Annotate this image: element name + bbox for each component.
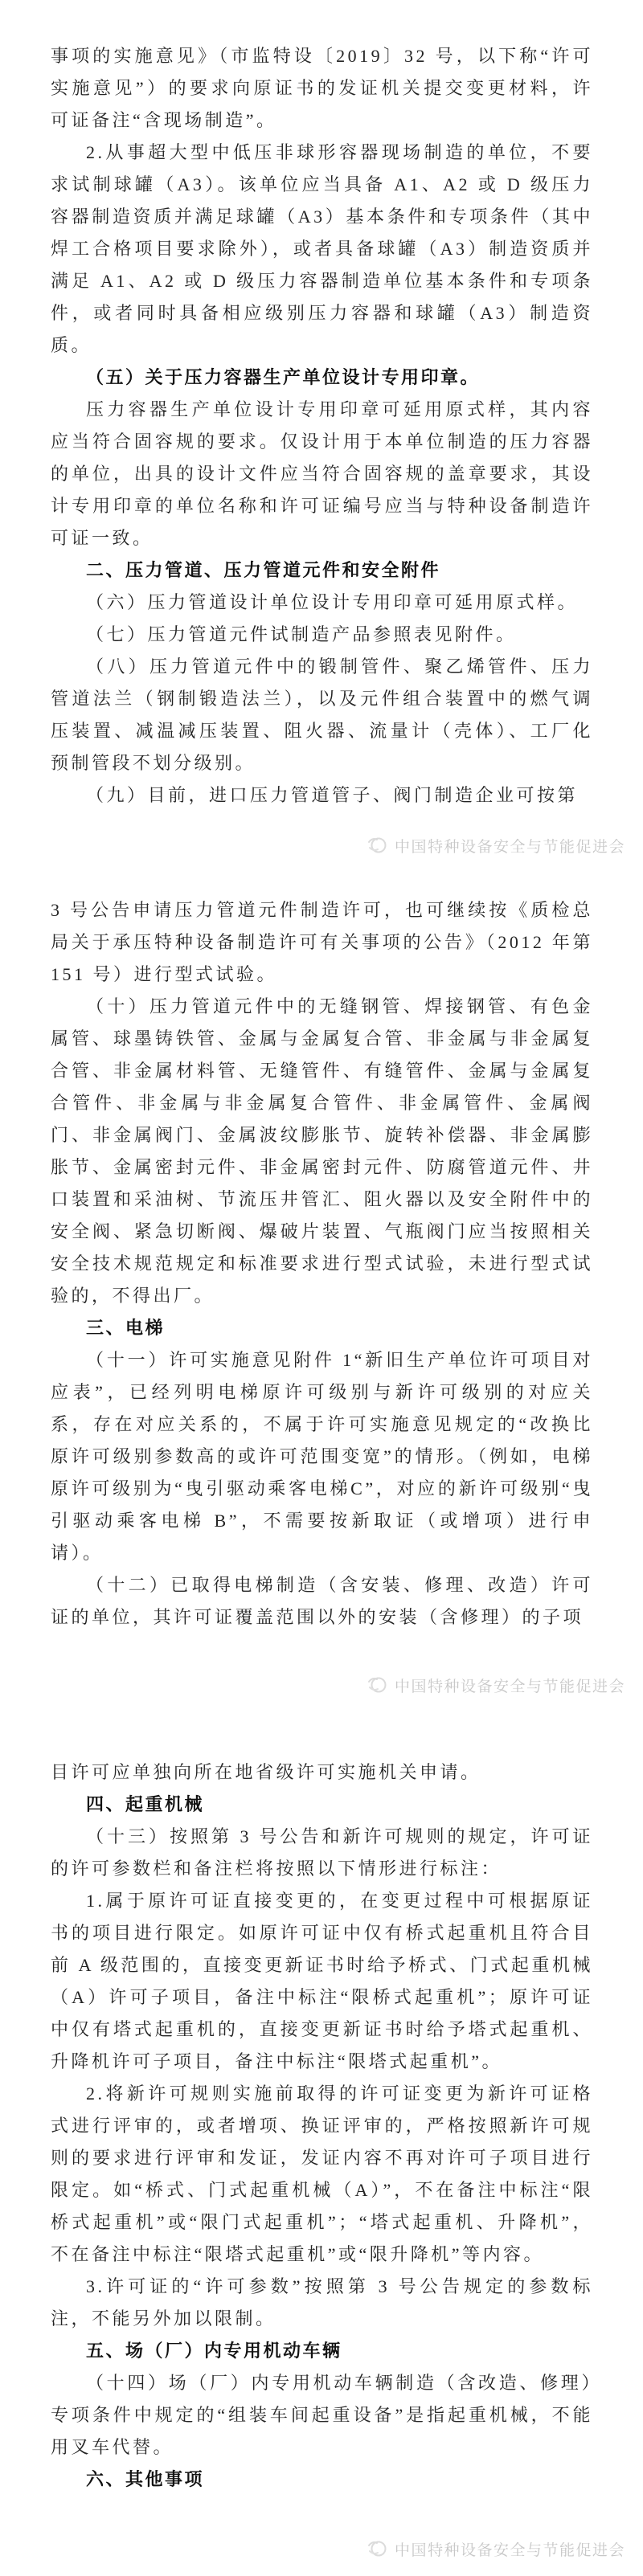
association-logo-icon xyxy=(367,1674,389,1696)
paragraph: （十一）许可实施意见附件 1“新旧生产单位许可项目对应表”，已经列明电梯原许可级别与新许可级别的对应关系，存在对应关系的，不属于许可实施意见规定的“改换比原许可级别参数高的或许可范围变宽”的情形。（例如，电梯原许可级别为“曳引驱动乘客电梯C”，对应的新许可级别“曳引驱动乘客电梯 B”，不需要按新取证（或增项）进行申请）。 xyxy=(51,1350,593,1563)
watermark-text: 中国特种设备安全与节能促进会 xyxy=(394,838,625,856)
paragraph: （八）压力管道元件中的锻制管件、聚乙烯管件、压力管道法兰（钢制锻造法兰），以及元件组合装置中的燃气调压装置、减温减压装置、阻火器、流量计（壳体）、工厂化预制管段不划分级别。 xyxy=(51,656,593,773)
section-heading: 六、其他事项 xyxy=(86,2469,205,2489)
paragraph: （七）压力管道元件试制造产品参照表见附件。 xyxy=(86,624,517,644)
section-heading: （五）关于压力容器生产单位设计专用印章。 xyxy=(86,367,481,387)
page-content xyxy=(51,894,593,1634)
paragraph: 目许可应单独向所在地省级许可实施机关申请。 xyxy=(51,1762,481,1782)
page-content xyxy=(51,40,593,812)
section-heading: 二、压力管道、压力管道元件和安全附件 xyxy=(86,560,441,580)
document-page xyxy=(0,0,643,880)
paragraph: （十）压力管道元件中的无缝钢管、焊接钢管、有色金属管、球墨铸铁管、金属与金属复合管、非金属与非金属复合管、非金属材料管、无缝管件、有缝管件、金属与金属复合管件、非金属与非金属复合管件、非金属管件、金属阀门、非金属阀门、金属波纹膨胀节、旋转补偿器、非金属膨胀节、金属密封元件、非金属密封元件、防腐管道元件、井口装置和采油树、节流压井管汇、阻火器以及安全附件中的安全阀、紧急切断阀、爆破片装置、气瓶阀门应当按照相关安全技术规范规定和标准要求进行型式试验，未进行型式试验的，不得出厂。 xyxy=(51,996,593,1306)
paragraph: 1.属于原许可证直接变更的，在变更过程中可根据原证书的项目进行限定。如原许可证中仅有桥式起重机且符合目前 A 级范围的，直接变更新证书时给予桥式、门式起重机械（A）许可子项目，备注中标注“限桥式起重机”；原许可证中仅有塔式起重机的，直接变更新证书时给予塔式起重机、升降机许可子项目，备注中标注“限塔式起重机”。 xyxy=(51,1891,593,2071)
association-logo-icon xyxy=(367,2537,389,2560)
paragraph: 压力容器生产单位设计专用印章可延用原式样，其内容应当符合固容规的要求。仅设计用于本单位制造的压力容器的单位，出具的设计文件应当符合固容规的盖章要求，其设计专用印章的单位名称和许可证编号应当与特种设备制造许可证一致。 xyxy=(51,399,593,548)
watermark xyxy=(367,1674,625,1696)
paragraph: 事项的实施意见》（市监特设〔2019〕32 号，以下称“许可实施意见”）的要求向原证书的发证机关提交变更材料，许可证备注“含现场制造”。 xyxy=(51,46,593,130)
document-page xyxy=(0,1736,643,2576)
paragraph: （六）压力管道设计单位设计专用印章可延用原式样。 xyxy=(86,592,579,612)
watermark xyxy=(367,834,625,857)
watermark-text: 中国特种设备安全与节能促进会 xyxy=(394,1678,625,1695)
paragraph: （十三）按照第 3 号公告和新许可规则的规定，许可证的许可参数栏和备注栏将按照以下情形进行标注： xyxy=(51,1826,593,1879)
document-page xyxy=(0,880,643,1736)
section-heading: 五、场（厂）内专用机动车辆 xyxy=(86,2341,342,2361)
section-heading: 三、电梯 xyxy=(86,1318,166,1338)
paragraph: （十四）场（厂）内专用机动车辆制造（含改造、修理）专项条件中规定的“组装车间起重设备”是指起重机械，不能用叉车代替。 xyxy=(51,2373,593,2457)
paragraph: 3.许可证的“许可参数”按照第 3 号公告规定的参数标注，不能另外加以限制。 xyxy=(51,2276,593,2329)
page-content xyxy=(51,1756,593,2496)
paragraph: 2.从事超大型中低压非球形容器现场制造的单位，不要求试制球罐（A3）。该单位应当具备 A1、A2 或 D 级压力容器制造资质并满足球罐（A3）基本条件和专项条件（其中焊工合格项目要求除外），或者具备球罐（A3）制造资质并满足 A1、A2 或 D 级压力容器制造单位基本条件和专项条件，或者同时具备相应级别压力容器和球罐（A3）制造资质。 xyxy=(51,142,593,355)
watermark xyxy=(367,2537,625,2560)
watermark-text: 中国特种设备安全与节能促进会 xyxy=(394,2541,625,2559)
paragraph: （九）目前，进口压力管道管子、阀门制造企业可按第 xyxy=(86,785,579,805)
paragraph: 3 号公告申请压力管道元件制造许可，也可继续按《质检总局关于承压特种设备制造许可有关事项的公告》（2012 年第 151 号）进行型式试验。 xyxy=(51,900,593,984)
association-logo-icon xyxy=(367,834,389,857)
paragraph: （十二）已取得电梯制造（含安装、修理、改造）许可证的单位，其许可证覆盖范围以外的安装（含修理）的子项 xyxy=(51,1575,593,1627)
section-heading: 四、起重机械 xyxy=(86,1794,205,1814)
paragraph: 2.将新许可规则实施前取得的许可证变更为新许可证格式进行评审的，或者增项、换证评审的，严格按照新许可规则的要求进行评审和发证，发证内容不再对许可子项目进行限定。如“桥式、门式起重机械（A）”，不在备注中标注“限桥式起重机”或“限门式起重机”；“塔式起重机、升降机”，不在备注中标注“限塔式起重机”或“限升降机”等内容。 xyxy=(51,2083,593,2264)
